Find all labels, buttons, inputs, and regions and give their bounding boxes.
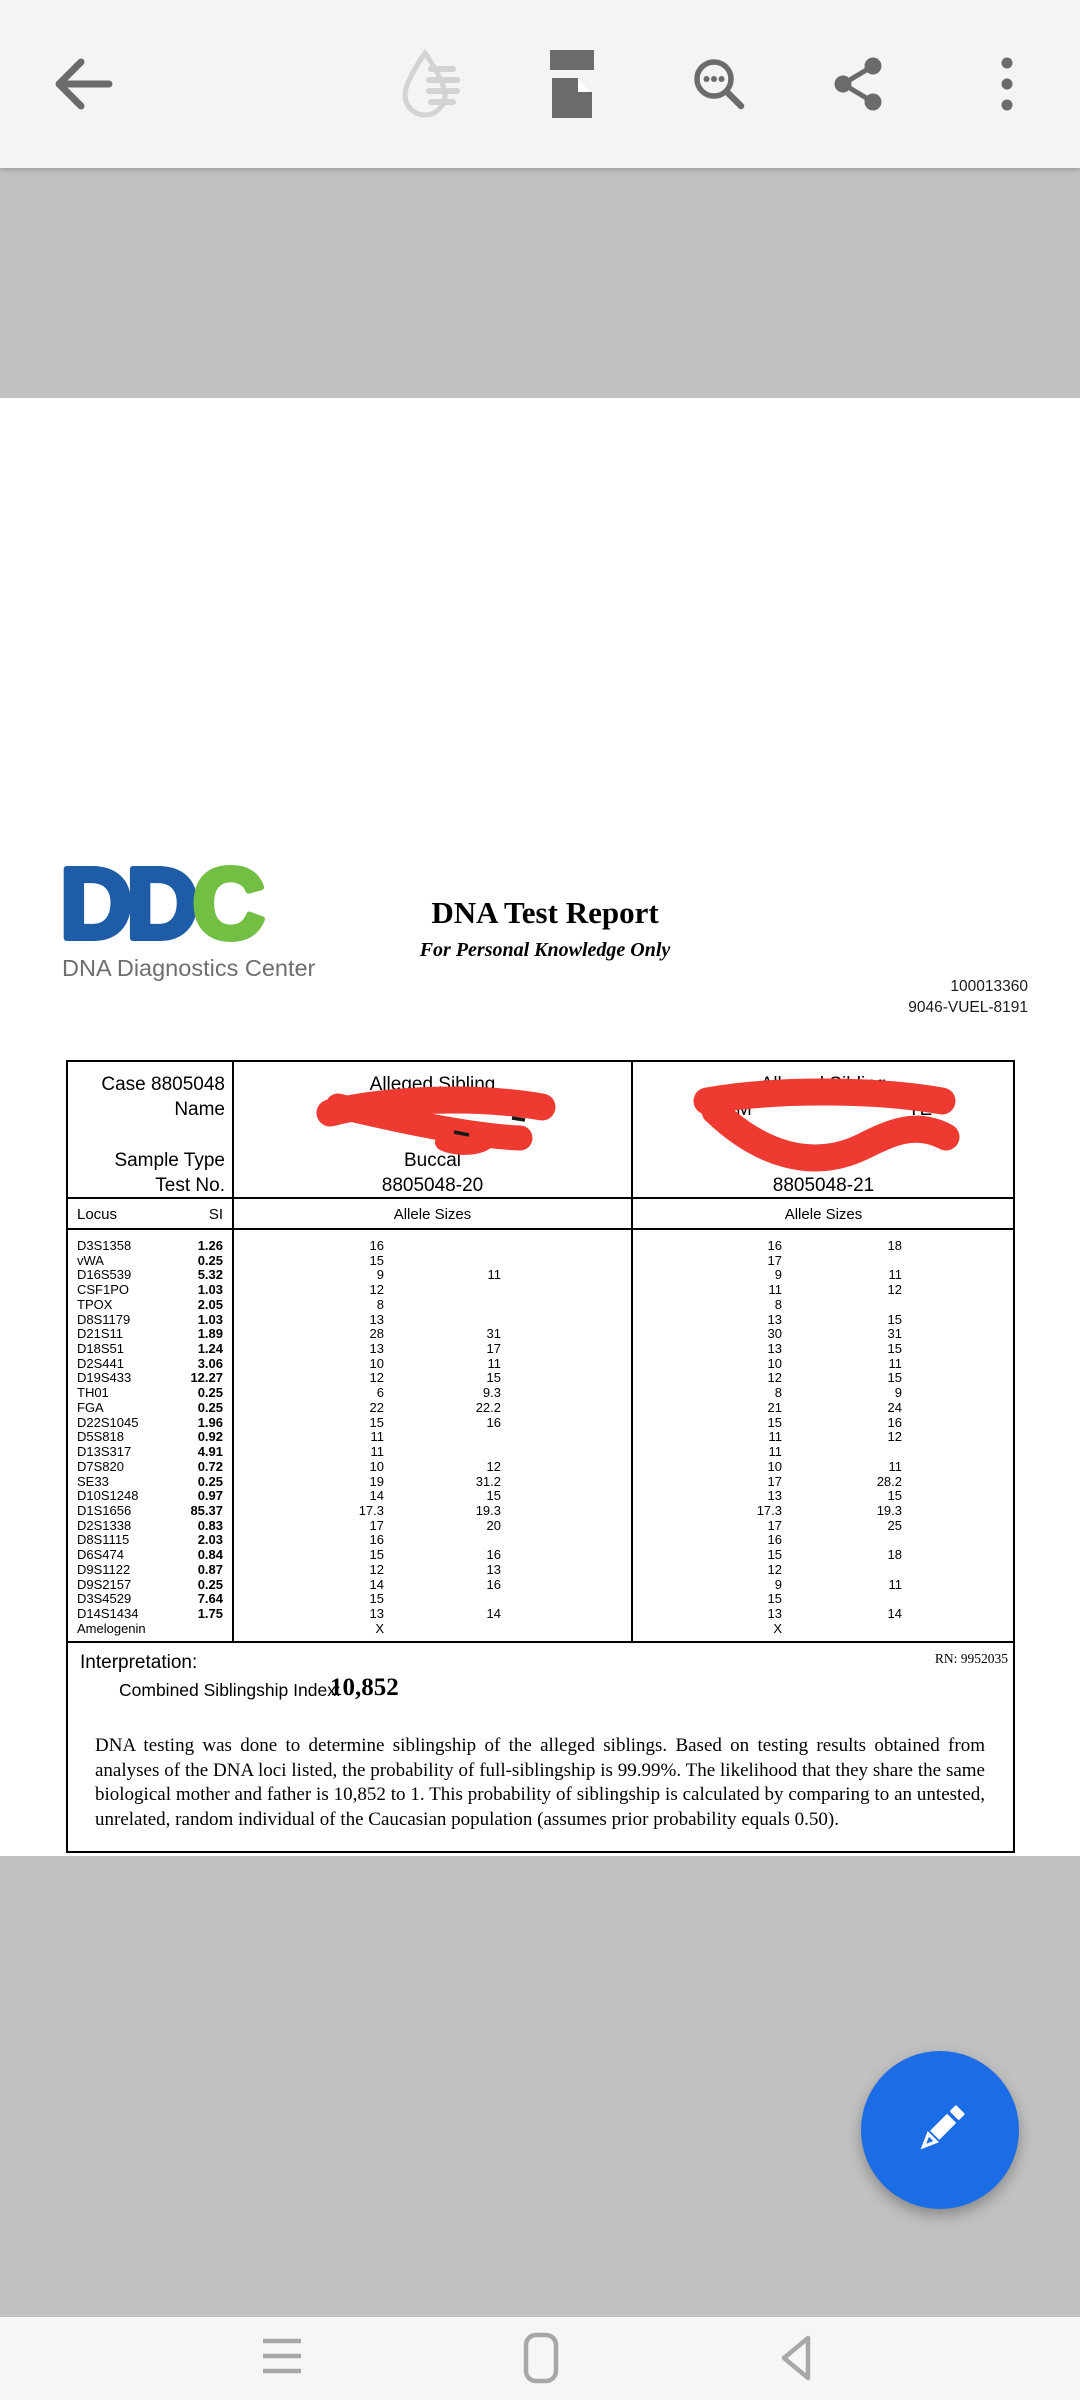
pdf-page[interactable]: [0, 398, 1080, 1856]
search-button[interactable]: [683, 48, 755, 120]
case-number: Case 8805048: [101, 1074, 225, 1095]
locus-cell: 0.25: [197, 1399, 223, 1415]
home-icon: [523, 2332, 559, 2384]
locus-cell: 0.84: [197, 1547, 223, 1563]
locus-cell: 20: [486, 1517, 501, 1533]
party2-name-fragment-suffix: TE: [908, 1099, 933, 1120]
locus-cell: 12: [369, 1282, 384, 1298]
party2-role: Alleged Sibling: [760, 1074, 887, 1095]
locus-cell: 10: [369, 1458, 384, 1474]
pencil-icon: [905, 2095, 975, 2165]
locus-cell: 14: [369, 1576, 384, 1592]
locus-cell: X: [375, 1620, 384, 1636]
sample-type-label: Sample Type: [114, 1150, 225, 1171]
logo-letter-d1: D: [60, 850, 127, 960]
locus-row: [66, 1489, 1015, 1504]
locus-cell: 15: [369, 1252, 384, 1268]
locus-cell: 0.72: [197, 1458, 223, 1474]
locus-cell: 15: [767, 1547, 782, 1563]
table-border: [66, 1851, 1015, 1853]
recents-icon: [262, 2335, 302, 2381]
locus-cell: 0.87: [197, 1561, 223, 1577]
name-fragment-mark: [512, 1118, 525, 1120]
locus-cell: 17.3: [358, 1502, 384, 1518]
csi-label: Combined Siblingship Index:: [119, 1680, 341, 1700]
locus-row: [66, 1313, 1015, 1328]
locus-cell: D3S1358: [77, 1238, 132, 1253]
locus-cell: 0.25: [197, 1576, 223, 1592]
logo-subtitle: DNA Diagnostics Center: [62, 955, 316, 981]
locus-cell: 7.64: [197, 1591, 223, 1607]
locus-cell: 31: [887, 1326, 902, 1342]
locus-cell: 15: [887, 1341, 902, 1357]
back-triangle-icon: [777, 2333, 813, 2383]
locus-cell: 2.05: [197, 1296, 223, 1312]
locus-cell: vWA: [77, 1252, 104, 1268]
annotate-button-disabled: [397, 48, 469, 120]
rn-number: RN: 9952035: [934, 1651, 1008, 1666]
redaction-stroke: [707, 1092, 942, 1101]
locus-cell: 25: [887, 1517, 902, 1533]
logo-letter-c: C: [192, 850, 259, 960]
locus-cell: 11: [888, 1576, 902, 1592]
locus-row: [66, 1504, 1015, 1519]
locus-cell: 17: [486, 1341, 501, 1357]
locus-cell: D22S1045: [77, 1414, 139, 1430]
csi-value: 10,852: [330, 1674, 399, 1701]
locus-cell: 22: [369, 1399, 384, 1415]
locus-row: [66, 1386, 1015, 1401]
allele-sizes-header-2: Allele Sizes: [784, 1206, 863, 1223]
locus-cell: 16: [486, 1576, 501, 1592]
search-icon: [690, 55, 748, 113]
locus-cell: 9.3: [482, 1385, 501, 1401]
locus-row: [66, 1298, 1015, 1313]
locus-cell: 1.03: [197, 1311, 223, 1327]
locus-row: [66, 1607, 1015, 1622]
party2-sample-type: Buccal: [794, 1150, 853, 1171]
name-redaction-scribbles: [280, 1068, 980, 1198]
locus-cell: 18: [887, 1238, 902, 1253]
nav-home-button[interactable]: [496, 2319, 586, 2397]
locus-cell: D9S2157: [77, 1576, 132, 1592]
locus-cell: 12: [887, 1282, 902, 1298]
party2-test-no: 8805048-21: [772, 1175, 875, 1196]
locus-cell: 13: [486, 1561, 501, 1577]
report-title: DNA Test Report: [431, 895, 659, 930]
interpretation-label: Interpretation:: [80, 1652, 198, 1673]
locus-cell: 15: [887, 1488, 902, 1504]
test-no-label: Test No.: [155, 1175, 225, 1196]
locus-cell: D2S1338: [77, 1517, 132, 1533]
locus-cell: 10: [369, 1355, 384, 1371]
locus-cell: 17.3: [756, 1502, 782, 1518]
locus-cell: 11: [888, 1458, 902, 1474]
locus-cell: 11: [487, 1355, 501, 1371]
party1-test-no: 8805048-20: [381, 1175, 484, 1196]
locus-row: [66, 1519, 1015, 1534]
locus-cell: 14: [887, 1605, 902, 1621]
locus-cell: CSF1PO: [77, 1282, 130, 1298]
locus-cell: 85.37: [190, 1502, 223, 1518]
locus-cell: 11: [888, 1267, 902, 1283]
locus-cell: 16: [369, 1532, 384, 1548]
locus-cell: 19: [369, 1473, 384, 1489]
locus-cell: 16: [767, 1532, 782, 1548]
locus-cell: 15: [767, 1414, 782, 1430]
back-arrow-icon: [51, 55, 117, 113]
annotate-drop-icon: [401, 49, 465, 119]
locus-cell: 5.32: [197, 1267, 223, 1283]
locus-cell: 1.24: [197, 1341, 223, 1357]
locus-row: [66, 1460, 1015, 1475]
locus-cell: 28.2: [876, 1473, 902, 1489]
locus-cell: 15: [887, 1370, 902, 1386]
locus-cell: 13: [369, 1341, 384, 1357]
share-button[interactable]: [822, 48, 894, 120]
locus-cell: 18: [887, 1547, 902, 1563]
locus-cell: 0.83: [197, 1517, 223, 1533]
locus-cell: TH01: [77, 1385, 109, 1401]
page-view-icon: [548, 48, 596, 120]
locus-row: [66, 1371, 1015, 1386]
locus-table-rows: [66, 1239, 1015, 1643]
locus-cell: 12: [767, 1561, 782, 1577]
locus-cell: 11: [888, 1355, 902, 1371]
locus-cell: 15: [369, 1547, 384, 1563]
locus-cell: D7S820: [77, 1458, 124, 1474]
locus-cell: Amelogenin: [77, 1620, 146, 1636]
locus-cell: D5S818: [77, 1429, 124, 1445]
redaction-stroke: [715, 1111, 946, 1158]
report-number-1: 100013360: [950, 978, 1028, 995]
locus-cell: 21: [767, 1399, 782, 1415]
locus-cell: 2.03: [197, 1532, 223, 1548]
locus-cell: 14: [486, 1605, 501, 1621]
locus-cell: 13: [369, 1311, 384, 1327]
svg-text:DDC: [60, 850, 262, 960]
scroll-background-top: [0, 168, 1080, 398]
locus-cell: 22.2: [475, 1399, 501, 1415]
locus-row: [66, 1548, 1015, 1563]
report-subtitle: For Personal Knowledge Only: [419, 939, 671, 961]
locus-cell: 0.25: [197, 1473, 223, 1489]
share-icon: [831, 55, 885, 113]
locus-cell: D13S317: [77, 1444, 132, 1460]
name-label: Name: [174, 1099, 225, 1120]
allele-sizes-header-1: Allele Sizes: [393, 1206, 472, 1223]
locus-cell: 13: [767, 1605, 782, 1621]
locus-cell: FGA: [77, 1399, 104, 1415]
locus-cell: D21S11: [77, 1326, 124, 1342]
locus-row: [66, 1342, 1015, 1357]
locus-row: [66, 1578, 1015, 1593]
locus-cell: 10: [767, 1458, 782, 1474]
locus-cell: 17: [767, 1517, 782, 1533]
locus-cell: 28: [369, 1326, 384, 1342]
overflow-menu-button[interactable]: [971, 48, 1043, 120]
locus-cell: 12: [369, 1561, 384, 1577]
top-toolbar: [0, 0, 1080, 168]
locus-row: [66, 1327, 1015, 1342]
locus-cell: 4.91: [197, 1444, 223, 1460]
locus-cell: 12: [486, 1458, 501, 1474]
locus-cell: 0.92: [197, 1429, 223, 1445]
party1-sample-type: Buccal: [403, 1150, 462, 1171]
locus-row: [66, 1401, 1015, 1416]
locus-cell: 9: [376, 1267, 384, 1283]
nav-recents-button[interactable]: [237, 2319, 327, 2397]
locus-cell: 13: [767, 1488, 782, 1504]
locus-row: [66, 1622, 1015, 1637]
locus-cell: 11: [768, 1429, 782, 1445]
locus-row: [66, 1445, 1015, 1460]
locus-cell: D8S1179: [77, 1311, 131, 1327]
locus-cell: 31: [486, 1326, 501, 1342]
locus-cell: 16: [486, 1414, 501, 1430]
locus-cell: 17: [767, 1252, 782, 1268]
locus-cell: 3.06: [197, 1355, 223, 1371]
locus-cell: 12: [887, 1429, 902, 1445]
logo-letter-d2: D: [126, 850, 193, 960]
locus-cell: 1.96: [197, 1414, 223, 1430]
locus-cell: 17: [767, 1473, 782, 1489]
locus-cell: 16: [887, 1414, 902, 1430]
locus-row: [66, 1592, 1015, 1607]
locus-cell: 16: [767, 1238, 782, 1253]
locus-cell: 15: [369, 1591, 384, 1607]
table-border: [66, 1060, 1015, 1062]
locus-cell: D2S441: [77, 1355, 124, 1371]
locus-row: [66, 1268, 1015, 1283]
locus-cell: 1.03: [197, 1282, 223, 1298]
locus-header: Locus: [77, 1206, 118, 1223]
locus-cell: 14: [369, 1488, 384, 1504]
locus-cell: TPOX: [77, 1296, 113, 1312]
locus-cell: 13: [767, 1341, 782, 1357]
locus-cell: 24: [887, 1399, 902, 1415]
locus-cell: 15: [486, 1370, 501, 1386]
locus-cell: 8: [376, 1296, 384, 1312]
locus-cell: 9: [774, 1267, 782, 1283]
locus-row: [66, 1475, 1015, 1490]
back-button[interactable]: [48, 48, 120, 120]
locus-cell: 6: [376, 1385, 384, 1401]
locus-cell: 30: [767, 1326, 782, 1342]
locus-row: [66, 1239, 1015, 1254]
locus-cell: X: [773, 1620, 782, 1636]
si-header: SI: [208, 1206, 223, 1223]
locus-cell: 11: [370, 1429, 384, 1445]
locus-cell: 13: [767, 1311, 782, 1327]
locus-cell: D1S1656: [77, 1502, 132, 1518]
locus-cell: 1.89: [197, 1326, 223, 1342]
locus-cell: D9S1122: [77, 1561, 131, 1577]
locus-cell: 19.3: [475, 1502, 501, 1518]
locus-row: [66, 1416, 1015, 1431]
system-navbar: [0, 2317, 1080, 2400]
result-paragraph: DNA testing was done to determine siblingship of the alleged siblings. Based on testing results obtained from analyses of the DNA loci listed, the probability of full-siblingship is 99.99%. The likelihood that they share the same biological mother and father is 10,852 to 1. This probability of siblingship is calculated by comparing to an untested, unrelated, random individual of the Caucasian population (assumes prior probability equals 0.50).: [95, 1735, 985, 1830]
locus-cell: 0.25: [197, 1385, 223, 1401]
overflow-menu-icon: [1000, 55, 1014, 113]
table-border: [66, 1228, 1015, 1230]
locus-cell: D10S1248: [77, 1488, 139, 1504]
locus-cell: 1.75: [197, 1605, 223, 1621]
party2-name-fragment-prefix: M: [736, 1099, 752, 1120]
locus-cell: 12: [767, 1370, 782, 1386]
locus-cell: 17: [369, 1517, 384, 1533]
party1-role: Alleged Sibling: [369, 1074, 496, 1095]
locus-cell: 0.25: [197, 1252, 223, 1268]
locus-cell: 11: [768, 1444, 782, 1460]
locus-cell: 1.26: [197, 1238, 223, 1253]
locus-cell: 9: [894, 1385, 902, 1401]
locus-cell: D8S1115: [77, 1532, 130, 1548]
locus-cell: D14S1434: [77, 1605, 139, 1621]
locus-cell: 8: [774, 1385, 782, 1401]
locus-cell: 11: [768, 1282, 782, 1298]
page-view-mode-button[interactable]: [536, 48, 608, 120]
locus-cell: 31.2: [475, 1473, 501, 1489]
report-number-2: 9046-VUEL-8191: [908, 999, 1028, 1016]
locus-cell: D19S433: [77, 1370, 132, 1386]
locus-cell: 15: [887, 1311, 902, 1327]
locus-cell: 11: [370, 1444, 384, 1460]
locus-row: [66, 1283, 1015, 1298]
locus-cell: 9: [774, 1576, 782, 1592]
locus-cell: 19.3: [876, 1502, 902, 1518]
locus-cell: 15: [486, 1488, 501, 1504]
locus-cell: 16: [486, 1547, 501, 1563]
locus-row: [66, 1533, 1015, 1548]
locus-cell: 15: [369, 1414, 384, 1430]
locus-cell: 12: [369, 1370, 384, 1386]
locus-cell: D6S474: [77, 1547, 124, 1563]
locus-cell: 16: [369, 1238, 384, 1253]
locus-cell: 8: [774, 1296, 782, 1312]
locus-row: [66, 1357, 1015, 1372]
annotate-fab[interactable]: [861, 2051, 1019, 2209]
locus-row: [66, 1430, 1015, 1445]
report-numbers: [728, 976, 1028, 1018]
nav-back-button[interactable]: [750, 2319, 840, 2397]
locus-cell: D16S539: [77, 1267, 132, 1283]
locus-cell: 0.97: [197, 1488, 223, 1504]
locus-cell: 12.27: [190, 1370, 223, 1386]
locus-cell: 11: [487, 1267, 501, 1283]
locus-cell: D18S51: [77, 1341, 124, 1357]
locus-row: [66, 1254, 1015, 1269]
locus-cell: D3S4529: [77, 1591, 132, 1607]
locus-cell: 13: [369, 1605, 384, 1621]
locus-cell: 10: [767, 1355, 782, 1371]
locus-cell: 15: [767, 1591, 782, 1607]
locus-row: [66, 1563, 1015, 1578]
locus-cell: SE33: [77, 1473, 109, 1489]
